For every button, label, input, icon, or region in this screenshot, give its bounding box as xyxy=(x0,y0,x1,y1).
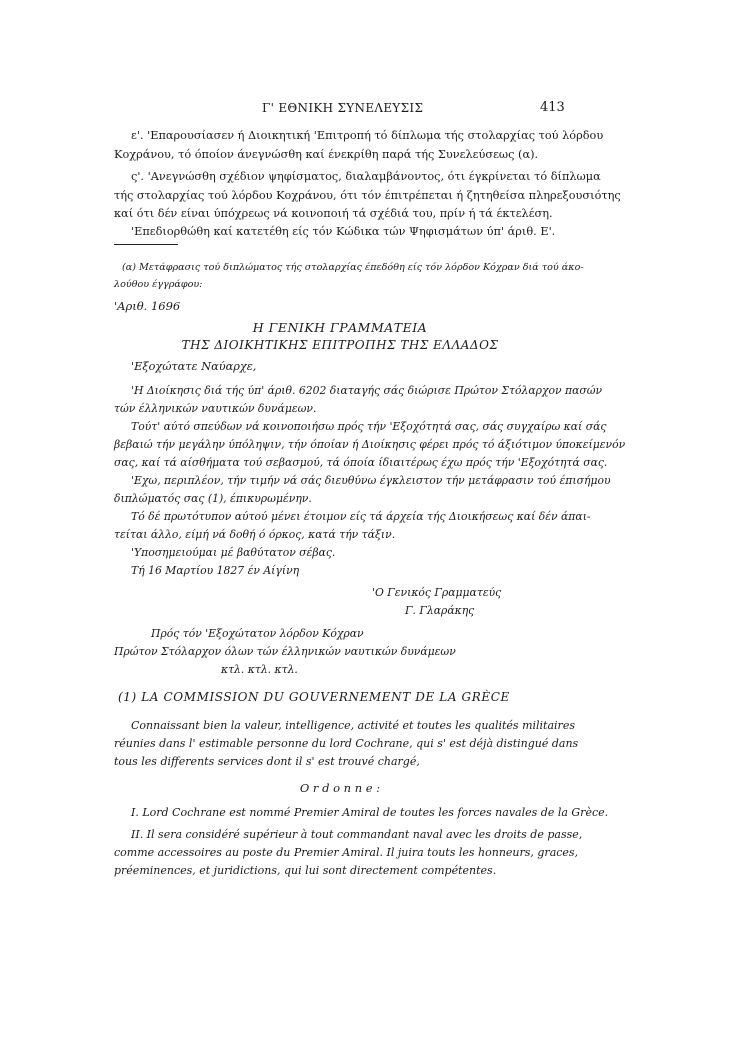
letter-heading: ΤΗΣ ΔΙΟΙΚΗΤΙΚΗΣ ΕΠΙΤΡΟΠΗΣ ΤΗΣ ΕΛΛΑΔΟΣ xyxy=(181,338,499,352)
letter-line: σας, καί τά αίσθήματα τού σεβασμού, τά όποία ίδιαιτέρως έχω πρός τήν 'Εξοχότητά σας. xyxy=(114,456,608,469)
french-article: comme accessoires au poste du Premier Amiral. Il juira touts les honneurs, graces, xyxy=(114,846,579,859)
letter-line: Τούτ' αύτό σπεύδων νά κοινοποιήσω πρός τήν 'Εξοχότητά σας, σάς συγχαίρω καί σάς xyxy=(131,420,607,433)
french-article: II. Il sera considéré supérieur à tout commandant naval avec les droits de passe, xyxy=(131,828,583,841)
footnote-a-line: (α) Μετάφρασις τού διπλώματος τής στολαρχίας έπεδόθη είς τόν λόρδον Κόχραν διά τού άκο- xyxy=(122,262,584,273)
letter-line: τείται άλλο, είμή νά δοθή ό όρκος, κατά τήν τάξιν. xyxy=(114,528,396,541)
ordonne-heading: O r d o n n e : xyxy=(299,781,381,795)
letter-line: 'Υποσημειούμαι μέ βαθύτατον σέβας. xyxy=(131,546,336,559)
body-line: καί ότι δέν είναι ύπόχρεως νά κοινοποιή τά σχέδιά του, πρίν ή τά έκτελέση. xyxy=(114,207,553,220)
french-article: préeminences, et juridictions, qui lui sont directement compétentes. xyxy=(114,864,497,877)
letter-line: Τό δέ πρωτότυπον αύτού μένει έτοιμον είς τά άρχεία τής Διοικήσεως καί δέν άπαι- xyxy=(131,510,591,523)
footnote-1-heading: (1) LA COMMISSION DU GOUVERNEMENT DE LA GRÈCE xyxy=(118,690,510,704)
body-line: Κοχράνου, τό όποίον άνεγνώσθη καί ένεκρίθη παρά τής Συνελεύσεως (α). xyxy=(114,148,539,161)
running-header-title: Γ' ΕΘΝΙΚΗ ΣΥΝΕΛΕΥΣΙΣ xyxy=(262,101,424,115)
signature-title: 'Ο Γενικός Γραμματεύς xyxy=(372,586,502,599)
signature-name: Γ. Γλαράκης xyxy=(405,604,475,617)
body-line: ς'. 'Ανεγνώσθη σχέδιον ψηφίσματος, διαλαμβάνοντος, ότι έγκρίνεται τό δίπλωμα xyxy=(131,170,601,183)
document-number: 'Αριθ. 1696 xyxy=(114,299,181,313)
french-line: tous les differents services dont il s' est trouvé chargé, xyxy=(114,755,420,768)
letter-line: 'Η Διοίκησις διά τής ύπ' άριθ. 6202 διαταγής σάς διώρισε Πρώτον Στόλαρχον πασών xyxy=(131,384,603,397)
french-article: I. Lord Cochrane est nommé Premier Amiral de toutes les forces navales de la Grèce. xyxy=(131,806,609,819)
addressee-line: κτλ. κτλ. κτλ. xyxy=(221,663,298,676)
letter-line: διπλώματός σας (1), έπικυρωμένην. xyxy=(114,492,312,505)
letter-date: Τή 16 Μαρτίου 1827 έν Αίγίνη xyxy=(131,564,300,577)
letter-line: βεβαιώ τήν μεγάλην ύπόληψιν, τήν όποίαν ή Διοίκησις φέρει πρός τό άξιότιμον ύποκείμενόν xyxy=(114,438,626,451)
body-line: ε'. 'Επαρουσίασεν ή Διοικητική 'Επιτροπή τό δίπλωμα τής στολαρχίας τού λόρδου xyxy=(131,129,604,142)
letter-line: 'Εχω, περιπλέον, τήν τιμήν νά σάς διευθύνω έγκλειστον τήν μετάφρασιν τού έπισήμου xyxy=(131,474,611,487)
letter-line: τών έλληνικών ναυτικών δυνάμεων. xyxy=(114,402,317,415)
french-line: réunies dans l' estimable personne du lord Cochrane, qui s' est déjà distingué dans xyxy=(114,737,579,750)
addressee-line: Πρός τόν 'Εξοχώτατον λόρδον Κόχραν xyxy=(151,627,364,640)
addressee-line: Πρώτον Στόλαρχον όλων τών έλληνικών ναυτικών δυνάμεων xyxy=(114,645,456,658)
footnote-a-line: λούθου έγγράφου: xyxy=(114,279,203,290)
letter-heading: Η ΓΕΝΙΚΗ ΓΡΑΜΜΑΤΕΙΑ xyxy=(252,320,428,335)
french-line: Connaissant bien la valeur, intelligence, activité et toutes les qualités militaires xyxy=(131,719,575,732)
body-line: τής στολαρχίας τού λόρδου Κοχράνου, ότι τόν έπιτρέπεται ή ζητηθείσα πληρεξουσιότης xyxy=(114,189,621,202)
body-line: 'Επεδιορθώθη καί κατετέθη είς τόν Κώδικα τών Ψηφισμάτων ύπ' άριθ. Ε'. xyxy=(131,225,556,238)
salutation: 'Εξοχώτατε Ναύαρχε, xyxy=(131,360,257,373)
footnote-divider xyxy=(114,244,178,245)
page-number: 413 xyxy=(540,100,565,115)
